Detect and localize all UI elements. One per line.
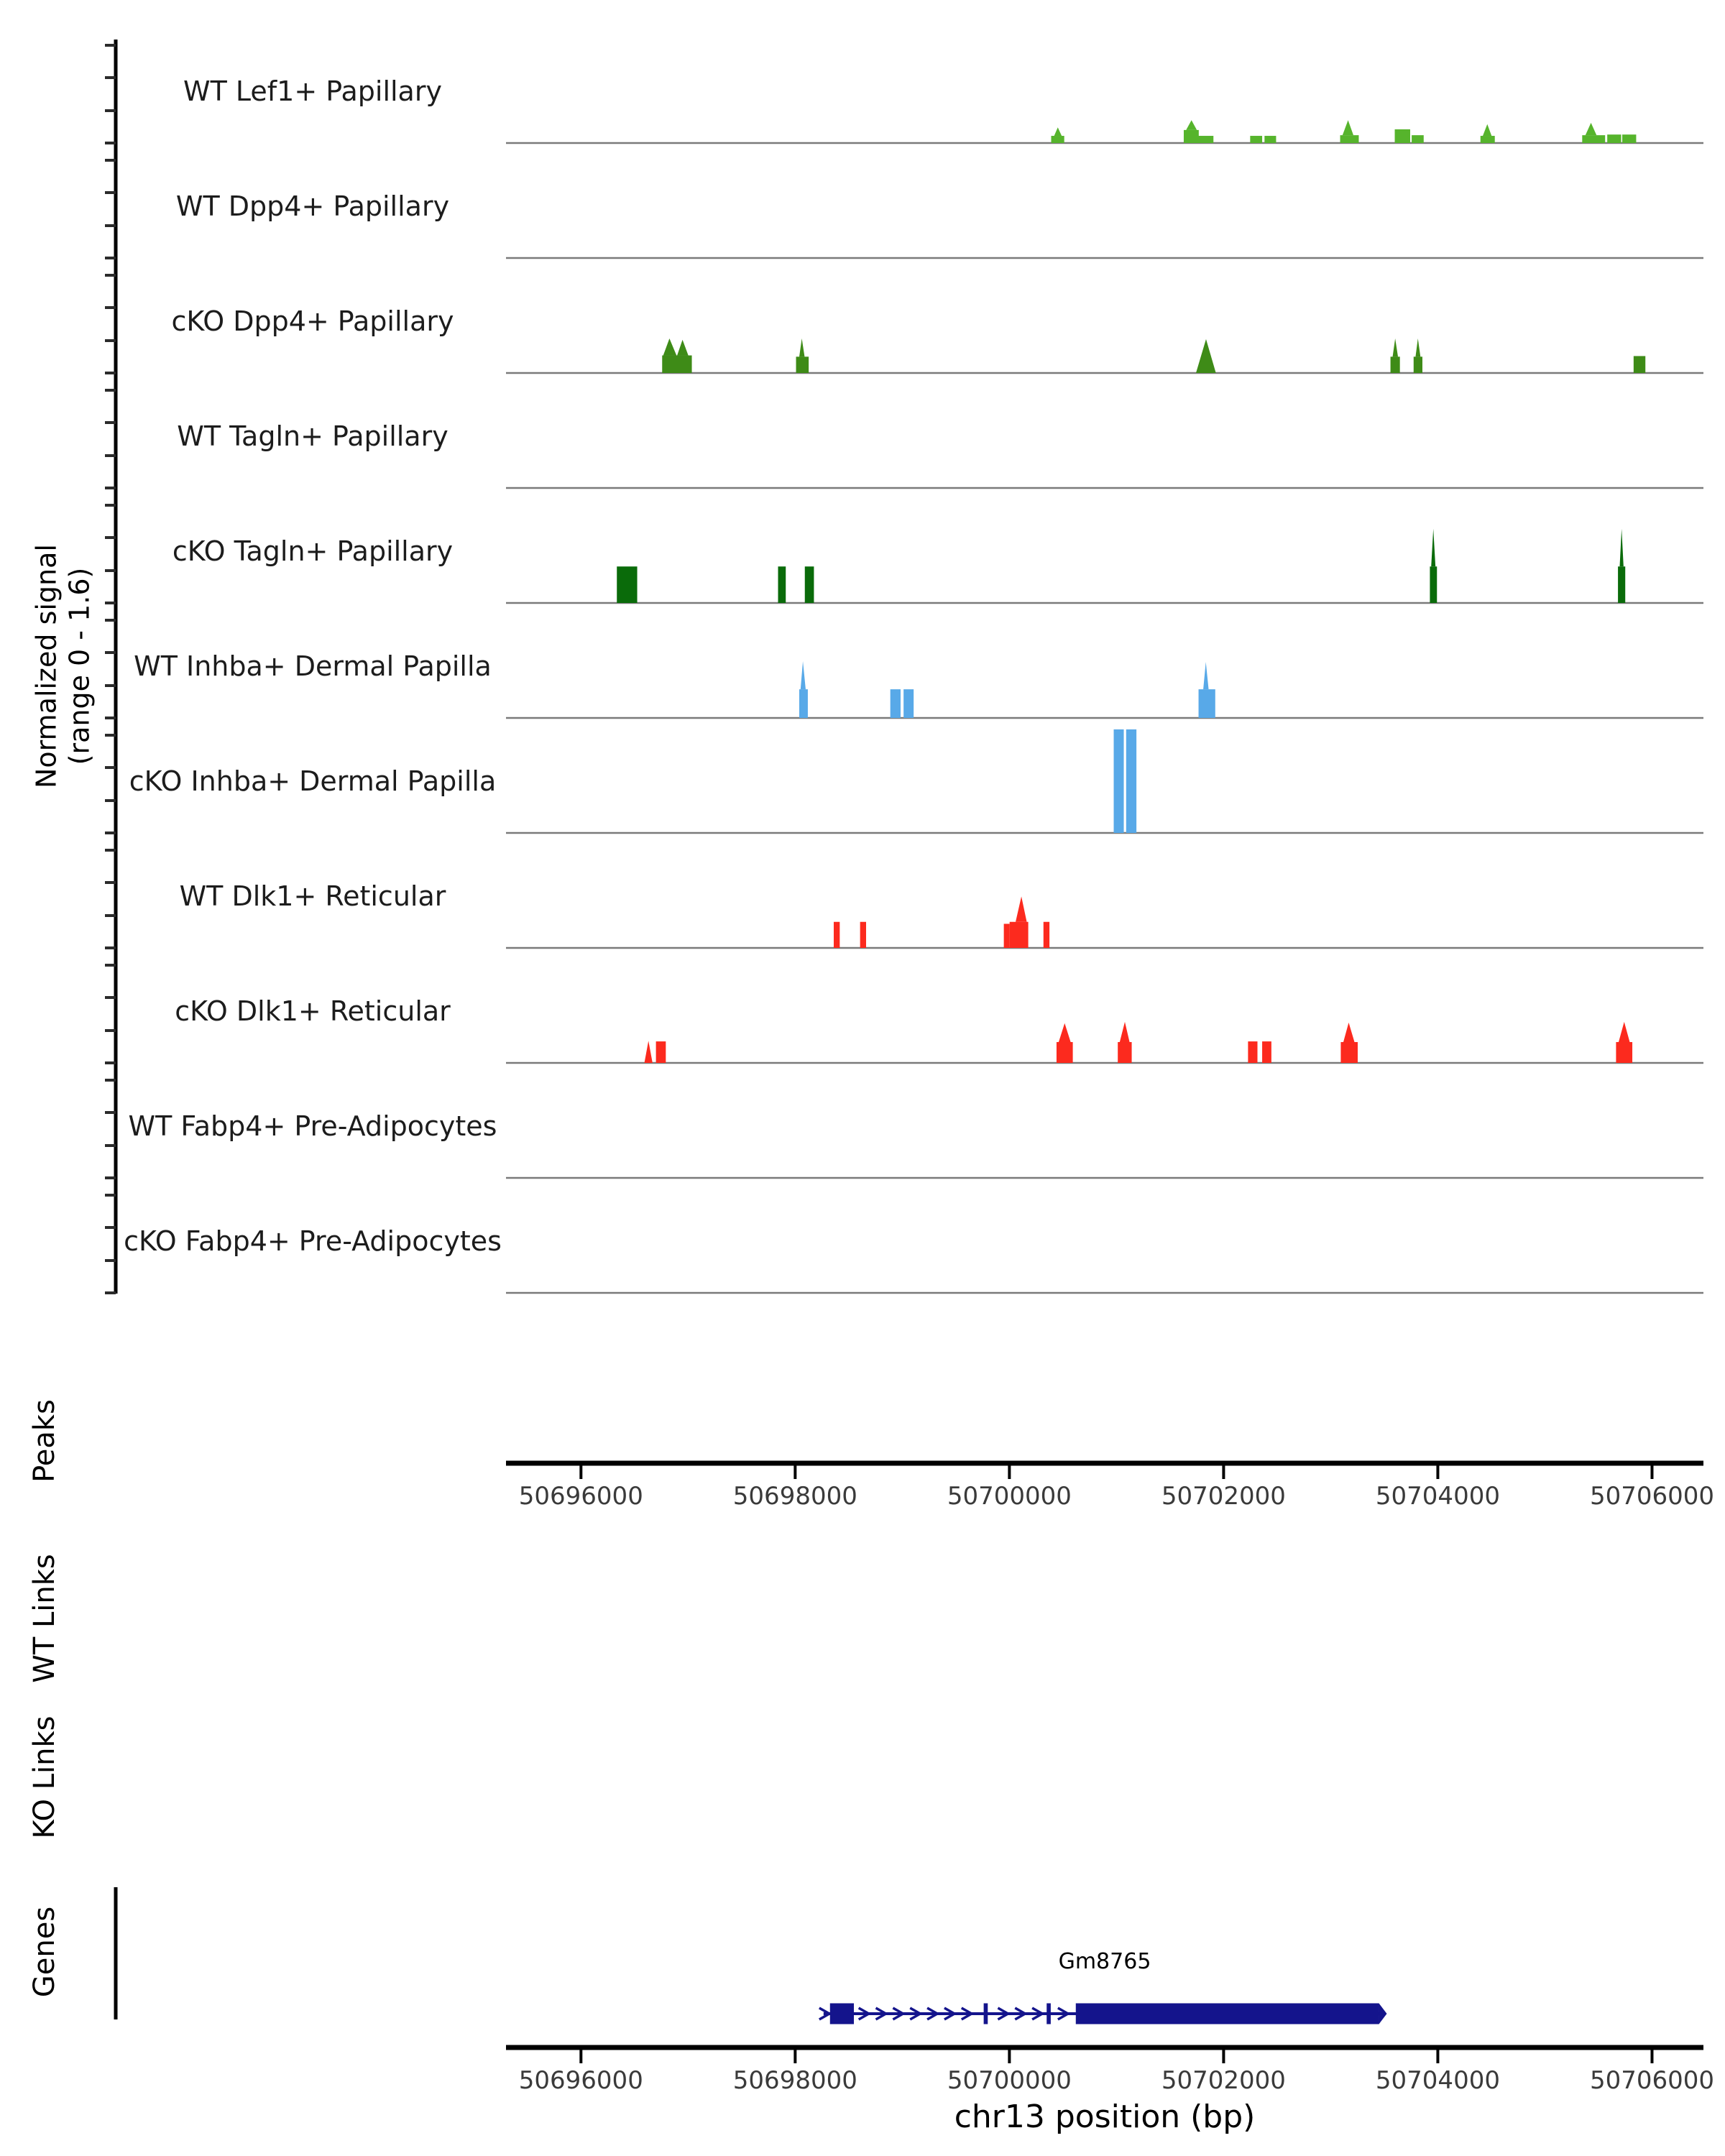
signal-peak-spike — [1343, 120, 1353, 135]
x-tick-label: 50698000 — [732, 2066, 857, 2095]
signal-peak-spike — [1196, 339, 1216, 373]
signal-peak — [1126, 729, 1136, 833]
signal-peak — [662, 356, 691, 373]
signal-peak — [834, 922, 840, 948]
signal-peak — [1199, 689, 1215, 718]
gene-exon-mark — [1046, 2004, 1051, 2024]
x-tick-label: 50696000 — [518, 2066, 643, 2095]
signal-peak — [1340, 1042, 1358, 1063]
signal-peak-spike — [1203, 662, 1208, 689]
track-label: cKO Tagln+ Papillary — [172, 535, 454, 567]
signal-peak — [1044, 922, 1049, 948]
signal-peak — [1430, 566, 1437, 603]
signal-peak — [891, 689, 901, 718]
signal-peak — [1248, 1041, 1257, 1063]
x-tick-label: 50696000 — [518, 1482, 643, 1511]
x-tick-label: 50704000 — [1375, 1482, 1500, 1511]
signal-peak — [1616, 1042, 1632, 1063]
section-label-wt-links: WT Links — [28, 1554, 61, 1683]
signal-peak — [1051, 136, 1064, 143]
gene-exon — [1076, 2004, 1379, 2024]
signal-peak-spike — [645, 1041, 653, 1063]
signal-peak-spike — [801, 661, 806, 689]
signal-peak-spike — [1343, 1023, 1354, 1042]
signal-peak — [1114, 729, 1124, 833]
signal-peak — [1004, 923, 1010, 948]
signal-peak — [1340, 135, 1359, 143]
x-tick-label: 50698000 — [732, 1482, 857, 1511]
track-label: WT Dlk1+ Reticular — [179, 880, 446, 912]
signal-peak — [617, 566, 637, 603]
signal-peak — [1264, 136, 1276, 143]
section-label-peaks: Peaks — [28, 1399, 61, 1483]
signal-peak — [796, 356, 809, 373]
section-label-genes: Genes — [28, 1906, 61, 1998]
x-tick-label: 50706000 — [1589, 2066, 1714, 2095]
signal-peak-spike — [1586, 123, 1596, 135]
track-label: WT Tagln+ Papillary — [177, 420, 448, 452]
signal-peak-spike — [1393, 338, 1398, 356]
x-tick-label: 50706000 — [1589, 1482, 1714, 1511]
signal-peak-spike — [1415, 338, 1420, 356]
signal-peak — [1262, 1041, 1271, 1063]
track-label: cKO Inhba+ Dermal Papilla — [129, 765, 497, 797]
signal-peak-spike — [799, 338, 804, 356]
signal-peak — [1622, 134, 1636, 143]
gene-exon — [830, 2004, 854, 2024]
signal-peak-spike — [1054, 127, 1062, 136]
signal-peak — [1412, 135, 1424, 143]
track-label: WT Fabp4+ Pre-Adipocytes — [128, 1110, 497, 1142]
signal-peak-spike — [1619, 1022, 1629, 1042]
x-tick-label: 50702000 — [1161, 2066, 1286, 2095]
signal-peak-spike — [1483, 124, 1491, 136]
signal-peak — [1010, 922, 1029, 948]
track-label: WT Inhba+ Dermal Papilla — [134, 650, 492, 682]
x-axis-title: chr13 position (bp) — [954, 2099, 1256, 2135]
signal-peak — [1607, 134, 1621, 143]
track-label: cKO Fabp4+ Pre-Adipocytes — [124, 1225, 502, 1257]
signal-peak — [1057, 1042, 1073, 1063]
signal-peak — [1118, 1042, 1131, 1063]
signal-peak — [1395, 129, 1410, 143]
signal-peak-spike — [1120, 1022, 1130, 1042]
signal-peak — [1414, 356, 1422, 373]
signal-peak-spike — [1059, 1023, 1071, 1042]
track-label: WT Dpp4+ Papillary — [175, 190, 450, 222]
signal-peak-spike — [1619, 529, 1623, 567]
track-label: cKO Dlk1+ Reticular — [175, 995, 451, 1027]
signal-peak — [1634, 356, 1645, 373]
signal-peak — [799, 689, 808, 718]
signal-peak — [1391, 356, 1400, 373]
track-label: WT Lef1+ Papillary — [183, 75, 442, 107]
signal-peak — [903, 689, 914, 718]
gene-end-arrow-tip — [1379, 2004, 1386, 2024]
gene-name-label: Gm8765 — [1058, 1949, 1151, 1974]
signal-peak-spike — [677, 340, 688, 356]
signal-peak-spike — [1431, 529, 1435, 567]
signal-peak — [778, 566, 786, 603]
signal-peak — [1481, 136, 1495, 143]
x-tick-label: 50700000 — [947, 2066, 1072, 2095]
y-axis-label-line1: Normalized signal — [30, 544, 63, 788]
gene-exon-mark — [984, 2004, 988, 2024]
signal-peak — [805, 566, 814, 603]
signal-peak-spike — [663, 338, 676, 356]
signal-peak — [656, 1041, 666, 1063]
x-tick-label: 50704000 — [1375, 2066, 1500, 2095]
signal-peak — [860, 922, 866, 948]
signal-peak — [1250, 136, 1262, 143]
signal-peak — [1184, 130, 1199, 143]
signal-peak-spike — [1186, 120, 1197, 130]
section-label-ko-links: KO Links — [28, 1715, 61, 1839]
x-tick-label: 50702000 — [1161, 1482, 1286, 1511]
signal-peak — [1618, 566, 1625, 603]
x-tick-label: 50700000 — [947, 1482, 1072, 1511]
signal-peak-spike — [1016, 896, 1026, 921]
signal-peak — [1582, 135, 1605, 143]
y-axis-label-line2: (range 0 - 1.6) — [63, 567, 95, 765]
track-label: cKO Dpp4+ Papillary — [171, 305, 454, 337]
